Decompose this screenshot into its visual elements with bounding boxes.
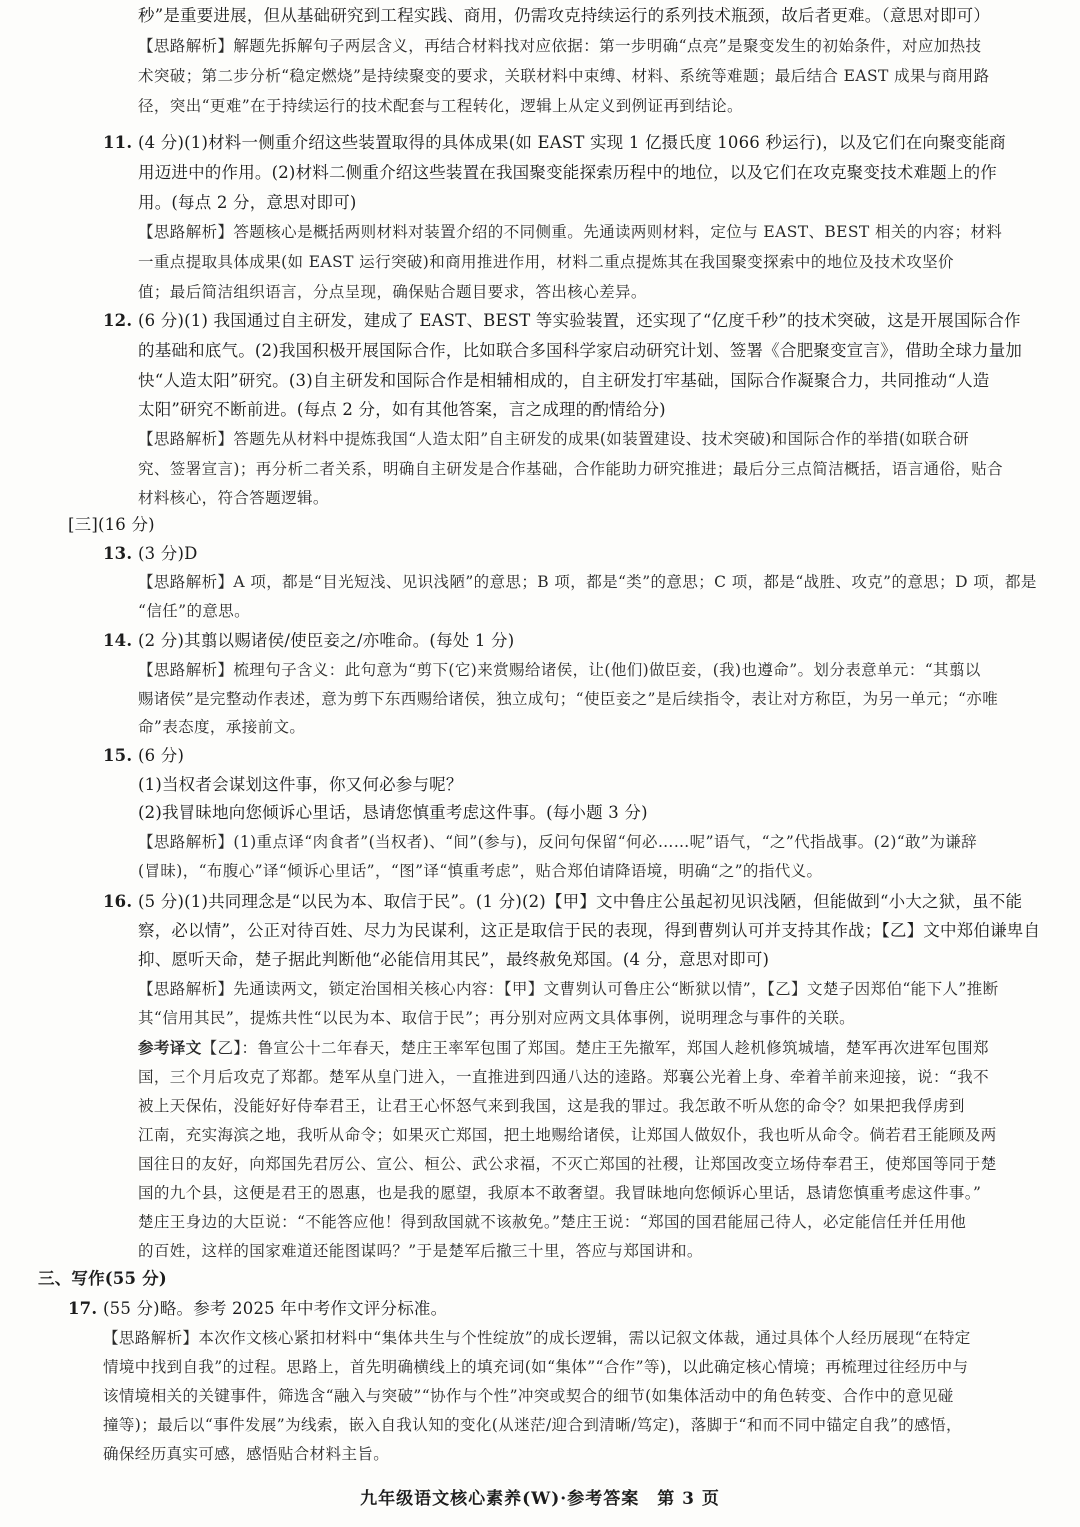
analysis-line: 赐诸侯”是完整动作表述，意为剪下东西赐给诸侯，独立成句；“使臣妾之”是后续指令，表让对方称臣，为另一单元；“亦唯 [138, 690, 999, 708]
answer-line: (2 分)其翦以赐诸侯/使臣妾之/亦唯命。(每处 1 分) [138, 631, 515, 650]
analysis-line: 【思路解析】梳理句子含义：此句意为“剪下(它)来赏赐给诸侯，让(他们)做臣妾，(我)也遵命”。划分表意单元：“其翦以 [138, 661, 981, 679]
answer-line: (55 分)略。参考 2025 年中考作文评分标准。 [103, 1299, 448, 1318]
analysis-line: 究、签署宣言)；再分析二者关系，明确自主研发是合作基础，合作能助力研究推进；最后分三点简洁概括，语言通俗，贴合 [138, 460, 1004, 478]
answer-line: 用迈进中的作用。(2)材料二侧重介绍这些装置在我国聚变能探索历程中的地位，以及它们在攻克聚变技术难题上的作 [138, 163, 997, 182]
translation-line: 的百姓，这样的国家难道还能图谋吗？”于是楚军后撤三十里，答应与郑国讲和。 [138, 1242, 703, 1260]
answer-line: (1)当权者会谋划这件事，你又何必参与呢？ [138, 775, 463, 794]
answer-line: 抑、愿听天命，楚子据此判断他“必能信用其民”，最终赦免郑国。(4 分，意思对即可) [138, 950, 770, 969]
analysis-line: 【思路解析】先通读两文，锁定治国相关核心内容：【甲】文曹刿认可鲁庄公“断狱以情”，【乙】文楚子因郑伯“能下人”推断 [138, 980, 999, 998]
answer-line: (4 分)(1)材料一侧重介绍这些装置取得的具体成果(如 EAST 实现 1 亿摄氏度 1066 秒运行)，以及它们在向聚变能商 [138, 133, 1006, 152]
analysis-line: “信任”的意思。 [138, 602, 251, 620]
question-number: 11. [103, 133, 133, 152]
analysis-line: 【思路解析】答题先从材料中提炼我国“人造太阳”自主研发的成果(如装置建设、技术突破)和国际合作的举措(如联合研 [138, 430, 969, 448]
answer-line: 用。(每点 2 分，意思对即可) [138, 193, 357, 212]
translation-line: 国的九个县，这便是君王的恩惠，也是我的愿望，我原本不敢奢望。我冒昧地向您倾诉心里话，恳请您慎重考虑这件事。” [138, 1184, 982, 1202]
analysis-line: 【思路解析】A 项，都是“目光短浅、见识浅陋”的意思；B 项，都是“类”的意思；C 项，都是“战胜、攻克”的意思；D 项，都是 [138, 573, 1037, 591]
analysis-line: 术突破；第二步分析“稳定燃烧”是持续聚变的要求，关联材料中束缚、材料、系统等难题；最后结合 EAST 成果与商用路 [138, 67, 990, 85]
section-heading: 三、写作(55 分) [38, 1269, 167, 1288]
translation-line: 被上天保佑，没能好好侍奉君王，让君王心怀怒气来到我国，这是我的罪过。我怎敢不听从您的命令？如果把我俘虏到 [138, 1097, 965, 1115]
question-number: 16. [103, 892, 133, 911]
translation-line [138, 1035, 989, 1061]
question-number: 12. [103, 311, 133, 330]
question-number: 13. [103, 544, 133, 563]
analysis-line: 材料核心，符合答题逻辑。 [138, 489, 329, 507]
question-number: 15. [103, 746, 133, 765]
text-line: 秒”是重要进展，但从基础研究到工程实践、商用，仍需攻克持续运行的系列技术瓶颈，故后者更难。（意思对即可） [138, 6, 991, 25]
answer-line: (6 分)(1) 我国通过自主研发，建成了 EAST、BEST 等实验装置，还实现了“亿度千秒”的技术突破，这是开展国际合作 [138, 311, 1021, 330]
analysis-line: 命”表态度，承接前文。 [138, 718, 306, 736]
answer-line: 察，必以情”，公正对待百姓、尽力为民谋利，这正是取信于民的表现，得到曹刿认可并支持其作战；【乙】文中郑伯谦卑自 [138, 921, 1041, 940]
translation-line: 国往日的友好，向郑国先君厉公、宣公、桓公、武公求福，不灭亡郑国的社稷，让郑国改变立场侍奉君王，使郑国等同于楚 [138, 1155, 997, 1173]
analysis-line: 【思路解析】本次作文核心紧扣材料中“集体共生与个性绽放”的成长逻辑，需以记叙文体裁，通过具体个人经历展现“在特定 [103, 1329, 971, 1347]
answer-line: 的基础和底气。(2)我国积极开展国际合作，比如联合多国科学家启动研究计划、签署《合肥聚变宣言》，借助全球力量加 [138, 341, 1023, 360]
page-footer: 九年级语文核心素养(W)·参考答案 第 3 页 [360, 1489, 720, 1509]
analysis-line: 径，突出“更难”在于持续运行的技术配套与工程转化，逻辑上从定义到例证再到结论。 [138, 97, 743, 115]
translation-text: 【乙】：鲁宣公十二年春天，楚庄王率军包围了郑国。楚庄王先撤军，郑国人趁机修筑城墙，楚军再次进军包围郑 [201, 1039, 989, 1057]
analysis-line: 该情境相关的关键事件，筛选含“融入与突破”“协作与个性”冲突或契合的细节(如集体活动中的角色转变、合作中的意见碰 [103, 1387, 954, 1405]
answer-line: (5 分)(1)共同理念是“以民为本、取信于民”。(1 分)(2)【甲】文中鲁庄公虽起初见识浅陋，但能做到“小大之狱，虽不能 [138, 892, 1023, 911]
analysis-line: 其“信用其民”，提炼共性“以民为本、取信于民”；再分别对应两文具体事例，说明理念与事件的关联。 [138, 1009, 855, 1027]
translation-line: 国，三个月后攻克了郑都。楚军从皇门进入，一直推进到四通八达的逵路。郑襄公光着上身、牵着羊前来迎接，说：“我不 [138, 1068, 990, 1086]
analysis-line: (冒昧)，“布腹心”译“倾诉心里话”，“图”译“慎重考虑”，贴合郑伯请降语境，明确“之”的指代义。 [138, 862, 823, 880]
analysis-line: 值；最后简洁组织语言，分点呈现，确保贴合题目要求，答出核心差异。 [138, 283, 647, 301]
analysis-line: 【思路解析】(1)重点译“肉食者”(当权者)、“间”(参与)，反问句保留“何必……呢”语气，“之”代指战事。(2)“敢”为谦辞 [138, 833, 978, 851]
translation-label: 参考译文 [138, 1038, 202, 1057]
analysis-line: 【思路解析】解题先拆解句子两层含义，再结合材料找对应依据：第一步明确“点亮”是聚变发生的初始条件，对应加热技 [138, 37, 982, 55]
answer-line: 快“人造太阳”研究。(3)自主研发和国际合作是相辅相成的，自主研发打牢基础，国际合作凝聚合力，共同推动“人造 [138, 371, 990, 390]
analysis-line: 【思路解析】答题核心是概括两则材料对装置介绍的不同侧重。先通读两则材料，定位与 EAST、BEST 相关的内容；材料 [138, 223, 1003, 241]
question-number: 14. [103, 631, 133, 650]
answer-line: 太阳”研究不断前进。(每点 2 分，如有其他答案，言之成理的酌情给分) [138, 400, 666, 419]
subsection-heading: [三](16 分) [68, 515, 155, 534]
answer-line: (2)我冒昧地向您倾诉心里话，恳请您慎重考虑这件事。(每小题 3 分) [138, 803, 648, 822]
analysis-line: 撞等)；最后以“事件发展”为线索，嵌入自我认知的变化(从迷茫/迎合到清晰/笃定)，落脚于“和而不同中锚定自我”的感悟， [103, 1416, 962, 1434]
analysis-line: 确保经历真实可感，感悟贴合材料主旨。 [103, 1445, 390, 1463]
answer-line: (3 分)D [138, 544, 198, 563]
analysis-line: 情境中找到自我”的过程。思路上，首先明确横线上的填充词(如“集体”“合作”等)，以此确定核心情境；再梳理过往经历中与 [103, 1358, 969, 1376]
answer-line: (6 分) [138, 746, 185, 765]
translation-line: 江南，充实海滨之地，我听从命令；如果灭亡郑国，把土地赐给诸侯，让郑国人做奴仆，我也听从命令。倘若君王能顾及两 [138, 1126, 997, 1144]
analysis-line: 一重点提取具体成果(如 EAST 运行突破)和商用推进作用，材料二重点提炼其在我国聚变探索中的地位及技术攻坚价 [138, 253, 954, 271]
translation-line: 楚庄王身边的大臣说：“不能答应他！得到敌国就不该赦免。”楚庄王说：“郑国的国君能屈己待人，必定能信任并任用他 [138, 1213, 967, 1231]
question-number: 17. [68, 1299, 98, 1318]
